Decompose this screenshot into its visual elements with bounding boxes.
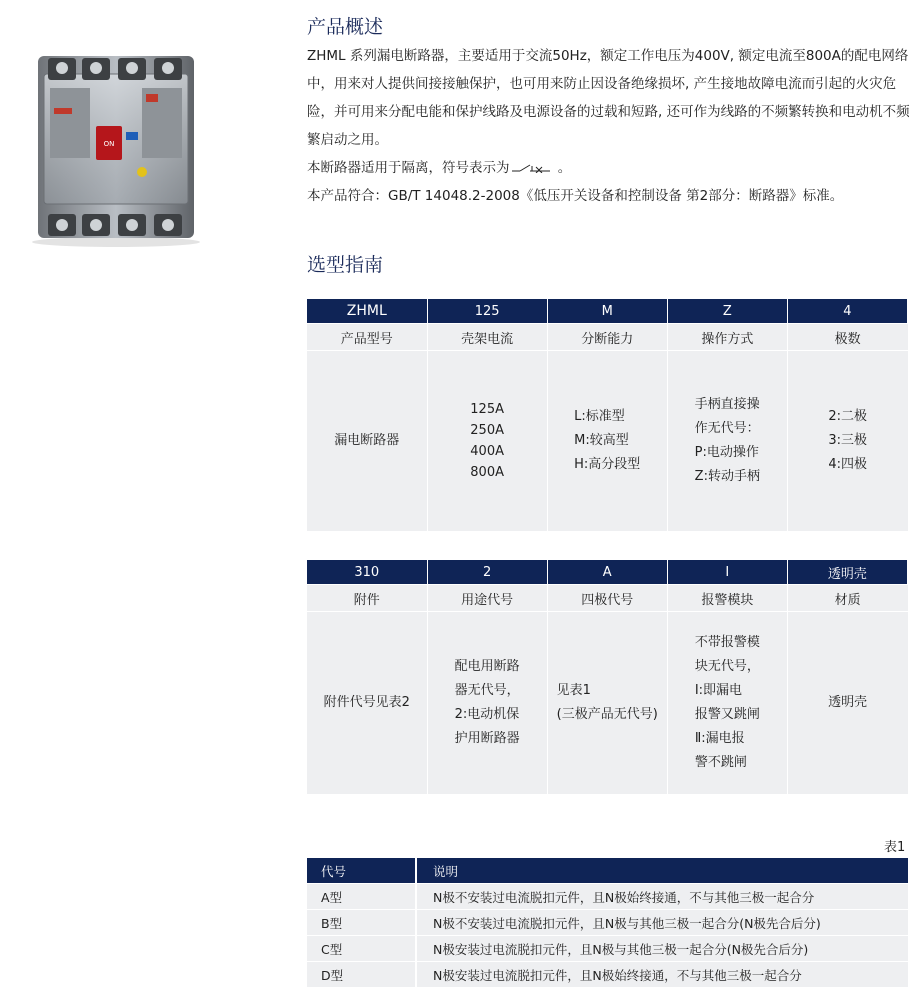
label-cell: 极数 xyxy=(787,324,907,351)
value-cell: 见表1 (三极产品无代号) xyxy=(547,612,667,794)
on-label: ON xyxy=(103,140,115,148)
table-header: 说明 xyxy=(416,858,908,884)
value-cell: 透明壳 xyxy=(787,612,907,794)
value-cell: 125A 250A 400A 800A xyxy=(427,351,547,531)
table-row: D型 N极安装过电流脱扣元件，且N极始终接通，不与其他三极一起合分 xyxy=(307,962,908,988)
isolation-symbol-icon xyxy=(510,163,554,173)
table-row: C型 N极安装过电流脱扣元件，且N极与其他三极一起合分(N极先合后分) xyxy=(307,936,908,962)
value-cell: 漏电断路器 xyxy=(307,351,427,531)
label-cell: 用途代号 xyxy=(427,585,547,612)
code-cell: 4 xyxy=(787,299,907,324)
code-cell: A xyxy=(547,560,667,585)
overview-paragraph-3: 本产品符合：GB/T 14048.2-2008《低压开关设备和控制设备 第2部分：断路器》标准。 xyxy=(307,188,844,204)
label-cell: 产品型号 xyxy=(307,324,427,351)
label-cell: 操作方式 xyxy=(667,324,787,351)
code-cell: Z xyxy=(667,299,787,324)
overview-paragraph-1: ZHML 系列漏电断路器，主要适用于交流50Hz，额定工作电压为400V, 额定电流至800A的配电网络中，用来对人提供间接接触保护，也可用来防止因设备绝缘损坏, 产生接地故障电流而引起的火灾危险，并可用来分配电能和保护线路及电源设备的过载和短路, 还可作为线路的不频繁转换和电动机不频繁启动之用。 xyxy=(307,48,910,148)
code-cell: M xyxy=(547,299,667,324)
selection-table-1 xyxy=(307,299,908,531)
value-cell: L:标准型 M:较高型 H:高分段型 xyxy=(547,351,667,531)
overview-title: 产品概述 xyxy=(307,16,384,38)
code-cell: 透明壳 xyxy=(787,560,907,585)
circuit-breaker-image xyxy=(30,48,202,248)
selection-title: 选型指南 xyxy=(307,254,384,276)
table-header: 代号 xyxy=(307,858,416,884)
label-cell: 壳架电流 xyxy=(427,324,547,351)
selection-table-2 xyxy=(307,560,908,794)
code-cell: 125 xyxy=(427,299,547,324)
value-cell: 手柄直接操 作无代号： P:电动操作 Z:转动手柄 xyxy=(667,351,787,531)
value-cell: 2:二极 3:三极 4:四极 xyxy=(787,351,907,531)
code-cell: I xyxy=(667,560,787,585)
code-cell: ZHML xyxy=(307,299,427,324)
code-cell: 2 xyxy=(427,560,547,585)
overview-text xyxy=(307,42,912,210)
table-1 xyxy=(307,858,908,987)
label-cell: 报警模块 xyxy=(667,585,787,612)
table-row: A型 N极不安装过电流脱扣元件，且N极始终接通，不与其他三极一起合分 xyxy=(307,884,908,910)
label-cell: 附件 xyxy=(307,585,427,612)
table-row: B型 N极不安装过电流脱扣元件，且N极与其他三极一起合分(N极先合后分) xyxy=(307,910,908,936)
table-1-caption: 表1 xyxy=(884,840,906,855)
overview-paragraph-2: 本断路器适用于隔离，符号表示为 。 xyxy=(307,160,572,176)
value-cell: 附件代号见表2 xyxy=(307,612,427,794)
label-cell: 材质 xyxy=(787,585,907,612)
label-cell: 分断能力 xyxy=(547,324,667,351)
label-cell: 四极代号 xyxy=(547,585,667,612)
value-cell: 不带报警模 块无代号， Ⅰ:即漏电 报警又跳闸 Ⅱ:漏电报 警不跳闸 xyxy=(667,612,787,794)
value-cell: 配电用断路 器无代号， 2:电动机保 护用断路器 xyxy=(427,612,547,794)
code-cell: 310 xyxy=(307,560,427,585)
